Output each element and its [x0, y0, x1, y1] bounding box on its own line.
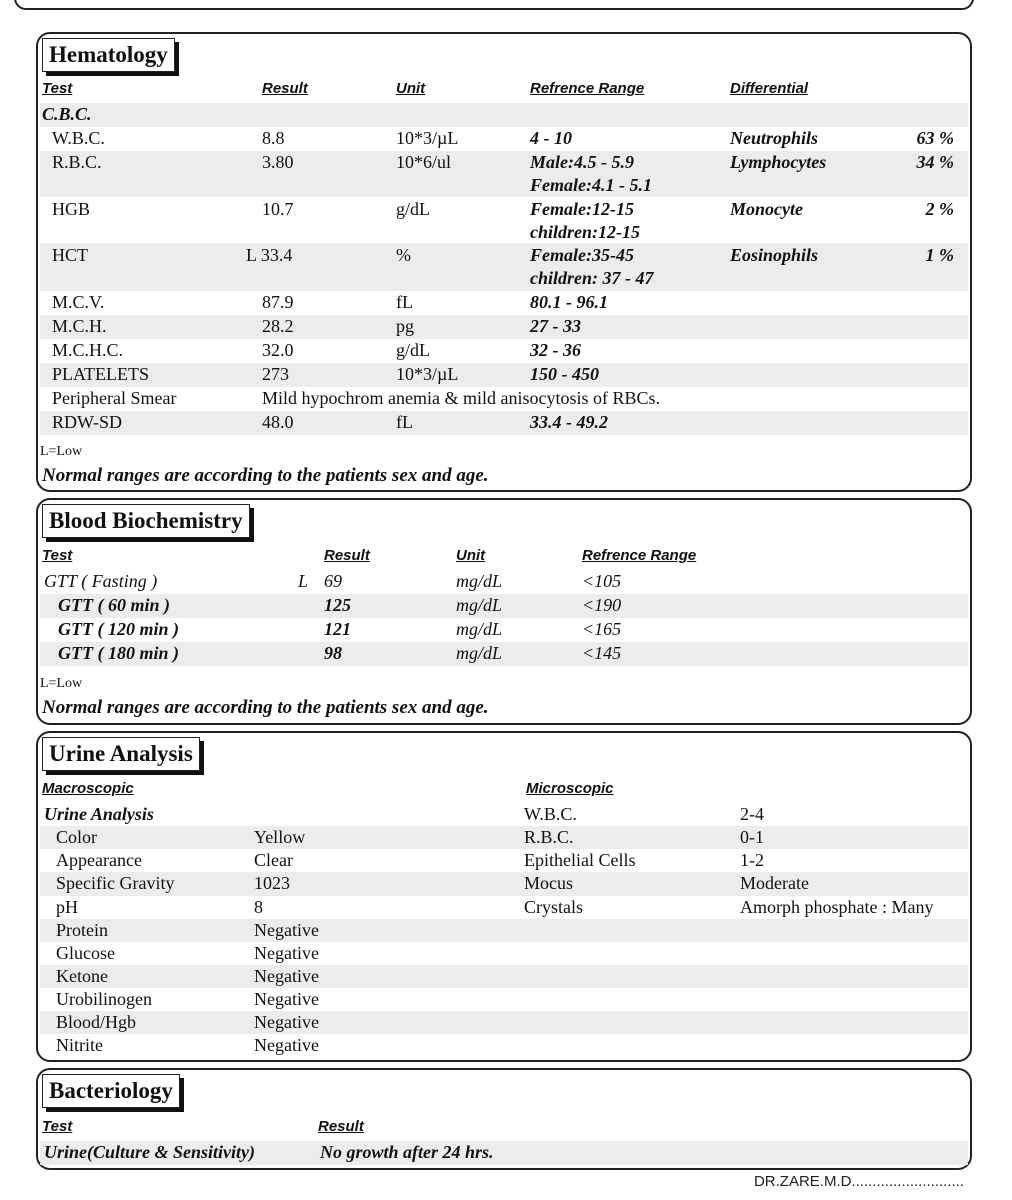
header-test: Test [42, 80, 73, 97]
table-row [40, 942, 968, 965]
legend-low: L=Low [40, 676, 83, 691]
test-unit: 10*3/µL [396, 364, 459, 384]
test-unit: 10*3/µL [396, 128, 459, 148]
micro-value: 1-2 [740, 850, 764, 870]
table-row [40, 642, 968, 666]
table-row [40, 826, 968, 849]
test-unit: fL [396, 292, 413, 312]
urine-header-row [40, 780, 968, 804]
test-name: R.B.C. [52, 152, 102, 172]
macro-name: Urobilinogen [56, 989, 152, 1009]
test-unit: g/dL [396, 199, 430, 219]
normal-ranges-note: Normal ranges are according to the patients sex and age. [42, 465, 489, 486]
micro-name: Epithelial Cells [524, 850, 636, 870]
micro-value: 0-1 [740, 827, 764, 847]
test-range: <165 [582, 619, 622, 639]
header-result: Result [262, 80, 308, 97]
differential-value: 63 % [916, 128, 954, 148]
test-unit: g/dL [396, 340, 430, 360]
macro-value: Clear [254, 850, 293, 870]
micro-name: Crystals [524, 897, 584, 917]
table-row [40, 363, 968, 387]
hematology-section [36, 32, 972, 492]
test-unit: fL [396, 412, 413, 432]
test-unit: 10*6/ul [396, 152, 452, 172]
differential-name: Neutrophils [730, 128, 819, 148]
test-range: 150 - 450 [530, 364, 599, 384]
table-row [40, 1141, 968, 1165]
macro-value: Negative [254, 966, 319, 986]
macro-value: Yellow [254, 827, 306, 847]
test-result: 121 [324, 619, 351, 639]
test-result: 28.2 [262, 316, 294, 336]
table-row [40, 594, 968, 618]
macro-value: 8 [254, 897, 263, 917]
test-range: 27 - 33 [530, 316, 581, 336]
header-unit: Unit [396, 80, 426, 97]
previous-section-border [14, 0, 974, 10]
table-row [40, 919, 968, 942]
test-name: RDW-SD [52, 412, 123, 432]
test-range-line2: children: 37 - 47 [530, 268, 654, 288]
table-row [40, 849, 968, 872]
test-name: GTT ( 60 min ) [58, 595, 170, 615]
header-differential: Differential [730, 80, 809, 97]
header-microscopic: Microscopic [526, 780, 614, 797]
header-result: Result [318, 1118, 364, 1135]
micro-name: W.B.C. [524, 804, 577, 824]
table-row [40, 339, 968, 363]
header-result: Result [324, 547, 370, 564]
legend-low: L=Low [40, 444, 83, 459]
urine-group-label: Urine Analysis [44, 804, 154, 824]
test-unit: % [396, 245, 411, 265]
test-unit: mg/dL [456, 619, 503, 639]
doctor-signature: DR.ZARE.M.D........................... [753, 1173, 964, 1190]
test-unit: mg/dL [456, 643, 503, 663]
test-result: No growth after 24 hrs. [320, 1142, 494, 1162]
macro-value: Negative [254, 1035, 319, 1055]
test-result: Mild hypochrom anemia & mild anisocytosis of RBCs. [262, 388, 660, 408]
test-result: L 33.4 [246, 245, 293, 265]
test-range-line2: Female:4.1 - 5.1 [530, 175, 652, 195]
table-row [40, 315, 968, 339]
normal-ranges-note: Normal ranges are according to the patients sex and age. [42, 697, 489, 718]
macro-value: Negative [254, 989, 319, 1009]
table-row [40, 872, 968, 896]
hematology-header-row [40, 80, 968, 104]
test-range: 33.4 - 49.2 [530, 412, 608, 432]
table-row [40, 1034, 968, 1057]
differential-value: 1 % [925, 245, 954, 265]
urine-group-row [40, 803, 968, 826]
table-row [40, 618, 968, 642]
differential-value: 34 % [916, 152, 954, 172]
test-range: 32 - 36 [530, 340, 581, 360]
test-name: M.C.V. [52, 292, 105, 312]
macro-value: 1023 [254, 873, 290, 893]
test-range: 4 - 10 [530, 128, 572, 148]
test-range-line2: children:12-15 [530, 222, 640, 242]
header-unit: Unit [456, 547, 486, 564]
test-result: 10.7 [262, 199, 294, 219]
table-row [40, 411, 968, 435]
biochemistry-section [36, 498, 972, 725]
micro-value: 2-4 [740, 804, 764, 824]
test-range: <105 [582, 571, 622, 591]
bacteriology-title: Bacteriology [42, 1074, 180, 1108]
table-row [40, 127, 968, 151]
test-name: M.C.H. [52, 316, 107, 336]
table-row [40, 965, 968, 988]
test-range: Female:12-15 [530, 199, 634, 219]
test-result: 69 [324, 571, 342, 591]
test-range: <190 [582, 595, 622, 615]
bacteriology-header-row [40, 1118, 968, 1142]
test-result: 32.0 [262, 340, 294, 360]
test-name: GTT ( 120 min ) [58, 619, 179, 639]
test-result: 3.80 [262, 152, 294, 172]
macro-name: pH [56, 897, 78, 917]
test-result: 87.9 [262, 292, 294, 312]
micro-value: Amorph phosphate : Many [740, 897, 934, 917]
macro-value: Negative [254, 943, 319, 963]
differential-name: Eosinophils [730, 245, 819, 265]
header-range: Refrence Range [530, 80, 645, 97]
test-name: W.B.C. [52, 128, 105, 148]
test-range: 80.1 - 96.1 [530, 292, 608, 312]
biochemistry-title: Blood Biochemistry [42, 504, 250, 538]
test-name: GTT ( 180 min ) [58, 643, 179, 663]
test-name: GTT ( Fasting ) [44, 571, 158, 591]
test-range: <145 [582, 643, 622, 663]
macro-name: Specific Gravity [56, 873, 175, 893]
test-result: 273 [262, 364, 289, 384]
test-result: 8.8 [262, 128, 285, 148]
table-row [40, 387, 968, 411]
table-row [40, 243, 968, 291]
macro-value: Negative [254, 920, 319, 940]
differential-name: Lymphocytes [730, 152, 827, 172]
table-row [40, 151, 968, 197]
macro-name: Glucose [56, 943, 115, 963]
test-result: 125 [324, 595, 351, 615]
differential-name: Monocyte [730, 199, 803, 219]
table-row [40, 988, 968, 1011]
test-name: Urine(Culture & Sensitivity) [44, 1142, 256, 1162]
micro-name: R.B.C. [524, 827, 574, 847]
test-result: 48.0 [262, 412, 294, 432]
hematology-title: Hematology [42, 38, 175, 72]
test-flag: L [298, 571, 309, 591]
header-test: Test [42, 1118, 73, 1135]
bacteriology-section [36, 1068, 972, 1170]
macro-name: Nitrite [56, 1035, 103, 1055]
table-row [40, 291, 968, 315]
test-name: HCT [52, 245, 88, 265]
macro-name: Color [56, 827, 98, 847]
cbc-group-row [40, 103, 968, 127]
macro-name: Protein [56, 920, 108, 940]
table-row [40, 1011, 968, 1034]
micro-value: Moderate [740, 873, 809, 893]
test-result: 98 [324, 643, 342, 663]
differential-value: 2 % [925, 199, 954, 219]
table-row [40, 896, 968, 919]
table-row [40, 570, 968, 594]
cbc-group-label: C.B.C. [42, 104, 92, 124]
macro-value: Negative [254, 1012, 319, 1032]
biochemistry-header-row [40, 547, 968, 571]
test-range: Female:35-45 [530, 245, 634, 265]
urine-section [36, 731, 972, 1062]
test-unit: mg/dL [456, 595, 503, 615]
urine-title: Urine Analysis [42, 737, 200, 771]
macro-name: Blood/Hgb [56, 1012, 137, 1032]
test-name: M.C.H.C. [52, 340, 124, 360]
header-test: Test [42, 547, 73, 564]
table-row [40, 197, 968, 243]
test-name: PLATELETS [52, 364, 149, 384]
header-macroscopic: Macroscopic [42, 780, 134, 797]
macro-name: Ketone [56, 966, 108, 986]
test-name: Peripheral Smear [52, 388, 177, 408]
test-range: Male:4.5 - 5.9 [530, 152, 634, 172]
test-unit: mg/dL [456, 571, 503, 591]
micro-name: Mocus [524, 873, 573, 893]
header-range: Refrence Range [582, 547, 697, 564]
test-name: HGB [52, 199, 91, 219]
macro-name: Appearance [56, 850, 142, 870]
test-unit: pg [396, 316, 414, 336]
